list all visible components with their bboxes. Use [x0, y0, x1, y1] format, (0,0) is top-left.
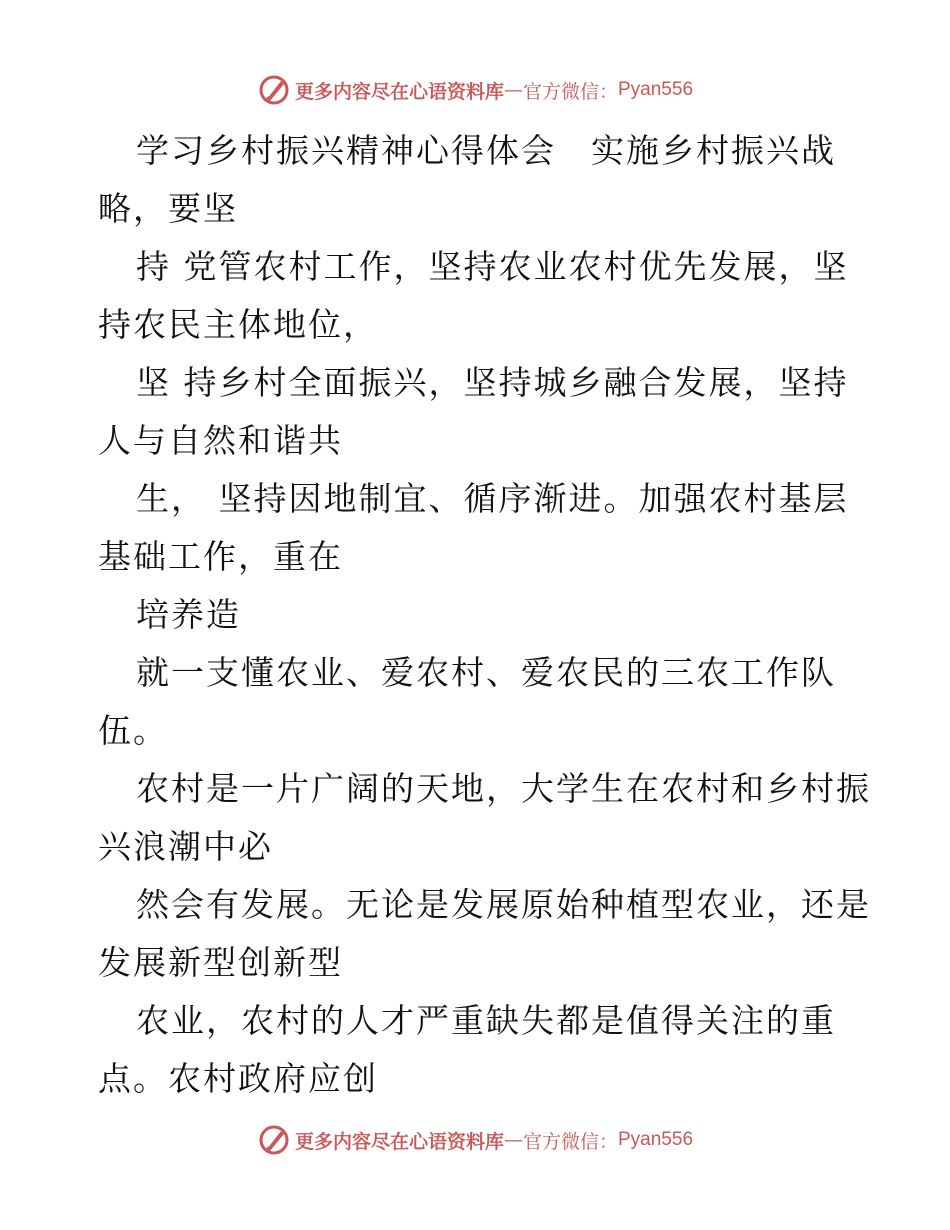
footer-banner	[0, 1120, 950, 1160]
text-line: 生， 坚持因地制宜、循序渐进。加强农村基层	[136, 479, 849, 518]
banner-wechat-label: 官方微信：	[522, 1130, 618, 1153]
text-line: 坚 持乡村全面振兴，坚持城乡融合发展，坚持	[136, 363, 849, 402]
text-line: 持 党管农村工作，坚持农业农村优先发展，坚	[136, 247, 849, 286]
text-line: 农村是一片广阔的天地，大学生在农村和乡村振	[136, 769, 871, 808]
text-line: 然会有发展。无论是发展原始种植型农业，还是	[136, 885, 871, 924]
banner-separator: —	[503, 1129, 523, 1151]
text-line: 兴浪潮中必	[98, 827, 273, 866]
banner-separator: —	[503, 79, 523, 101]
banner-wechat-label: 官方微信：	[522, 80, 618, 103]
text-line: 人与自然和谐共	[98, 421, 343, 460]
text-line: 就一支懂农业、爱农村、爱农民的三农工作队	[136, 653, 836, 692]
banner-title: 更多内容尽在心语资料库	[294, 80, 504, 103]
banner-wechat-id: Pyan556	[618, 79, 694, 100]
text-line: 培养造	[136, 595, 241, 634]
banner-wechat-id: Pyan556	[618, 1129, 694, 1150]
text-line: 伍。	[98, 711, 168, 750]
quill-logo-icon	[257, 73, 291, 107]
text-line: 发展新型创新型	[98, 943, 343, 982]
text-line: 点。农村政府应创	[98, 1059, 378, 1098]
quill-logo-icon	[257, 1123, 291, 1157]
text-line: 基础工作，重在	[98, 537, 343, 576]
banner-title: 更多内容尽在心语资料库	[294, 1130, 504, 1153]
text-line: 略，要坚	[98, 189, 238, 228]
text-line: 农业，农村的人才严重缺失都是值得关注的重	[136, 1001, 836, 1040]
document-body	[98, 122, 878, 1108]
text-line: 学习乡村振兴精神心得体会 实施乡村振兴战	[136, 131, 836, 170]
header-banner	[0, 70, 950, 110]
text-line: 持农民主体地位，	[98, 305, 378, 344]
